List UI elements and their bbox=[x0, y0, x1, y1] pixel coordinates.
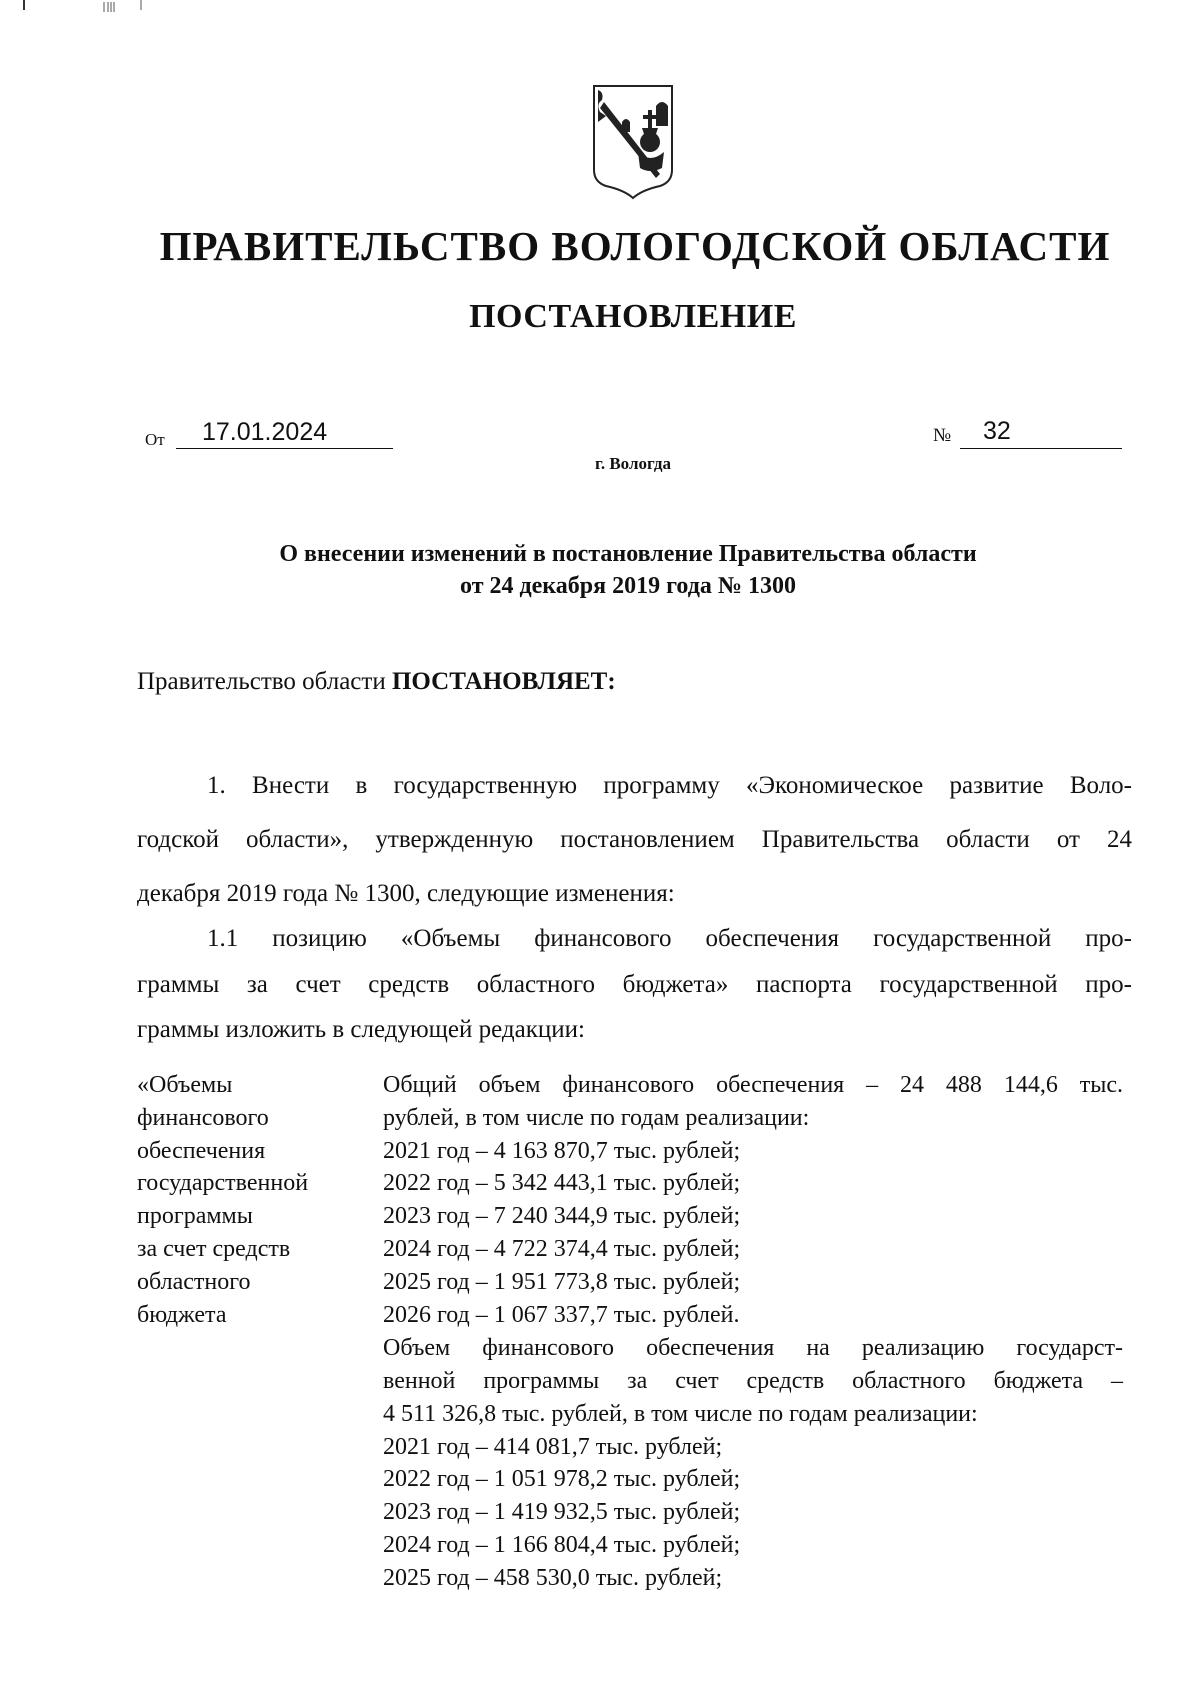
paragraph-1-line-1: 1. Внести в государственную программу «Экономическое развитие Воло- bbox=[207, 772, 1132, 799]
table-value-line: 2026 год – 1 067 337,7 тыс. рублей. bbox=[383, 1302, 740, 1328]
number-label: № bbox=[933, 425, 952, 446]
table-value-line: 2023 год – 1 419 932,5 тыс. рублей; bbox=[383, 1499, 741, 1525]
paragraph-2-line-2: граммы за счет средств областного бюджета» паспорта государственной про- bbox=[137, 971, 1132, 998]
preamble bbox=[137, 668, 616, 696]
resolution-heading-line-2: от 24 декабря 2019 года № 1300 bbox=[460, 573, 796, 599]
table-value-line: рублей, в том числе по годам реализации: bbox=[383, 1105, 810, 1131]
document-number: 32 bbox=[983, 417, 1011, 445]
table-label-line: «Объемы bbox=[137, 1072, 233, 1098]
scan-artifact bbox=[0, 0, 160, 14]
preamble-emphasis: ПОСТАНОВЛЯЕТ: bbox=[391, 668, 616, 695]
document-date: 17.01.2024 bbox=[202, 418, 328, 446]
table-value-line: венной программы за счет средств областного бюджета – bbox=[383, 1368, 1123, 1394]
table-value-line: 2022 год – 1 051 978,2 тыс. рублей; bbox=[383, 1466, 741, 1492]
number-underline bbox=[960, 448, 1122, 449]
document-type: ПОСТАНОВЛЕНИЕ bbox=[469, 298, 797, 335]
table-value-line: 2025 год – 458 530,0 тыс. рублей; bbox=[383, 1565, 723, 1591]
table-value-line: 2024 год – 1 166 804,4 тыс. рублей; bbox=[383, 1532, 741, 1558]
preamble-text: Правительство области bbox=[137, 668, 392, 695]
table-value-line: 2024 год – 4 722 374,4 тыс. рублей; bbox=[383, 1236, 741, 1262]
table-value-line: 2022 год – 5 342 443,1 тыс. рублей; bbox=[383, 1170, 741, 1196]
date-label: От bbox=[145, 430, 165, 449]
table-value-line: 4 511 326,8 тыс. рублей, в том числе по годам реализации: bbox=[383, 1401, 978, 1427]
paragraph-1-line-3: декабря 2019 года № 1300, следующие изменения: bbox=[137, 880, 675, 907]
table-label-line: бюджета bbox=[137, 1302, 227, 1328]
date-underline bbox=[176, 448, 393, 449]
paragraph-1-line-2: годской области», утвержденную постановлением Правительства области от 24 bbox=[137, 826, 1132, 853]
government-title: ПРАВИТЕЛЬСТВО ВОЛОГОДСКОЙ ОБЛАСТИ bbox=[159, 223, 1111, 269]
table-value-line: Объем финансового обеспечения на реализацию государст- bbox=[383, 1335, 1123, 1361]
table-value-line: 2025 год – 1 951 773,8 тыс. рублей; bbox=[383, 1269, 741, 1295]
table-label-line: программы bbox=[137, 1203, 253, 1229]
coat-of-arms-emblem bbox=[590, 82, 676, 200]
paragraph-2-line-3: граммы изложить в следующей редакции: bbox=[137, 1016, 585, 1043]
table-label-line: обеспечения bbox=[137, 1138, 266, 1164]
table-value-line: 2021 год – 414 081,7 тыс. рублей; bbox=[383, 1434, 723, 1460]
table-label-line: за счет средств bbox=[137, 1236, 291, 1262]
resolution-heading-line-1: О внесении изменений в постановление Правительства области bbox=[279, 541, 977, 567]
table-label-line: финансового bbox=[137, 1105, 269, 1131]
paragraph-2-line-1: 1.1 позицию «Объемы финансового обеспечения государственной про- bbox=[207, 925, 1132, 952]
table-label-line: государственной bbox=[137, 1170, 309, 1196]
table-value-line: Общий объем финансового обеспечения – 24 488 144,6 тыс. bbox=[383, 1072, 1123, 1098]
city: г. Вологда bbox=[595, 454, 671, 473]
table-value-line: 2023 год – 7 240 344,9 тыс. рублей; bbox=[383, 1203, 741, 1229]
table-label-line: областного bbox=[137, 1269, 251, 1295]
table-value-line: 2021 год – 4 163 870,7 тыс. рублей; bbox=[383, 1138, 741, 1164]
